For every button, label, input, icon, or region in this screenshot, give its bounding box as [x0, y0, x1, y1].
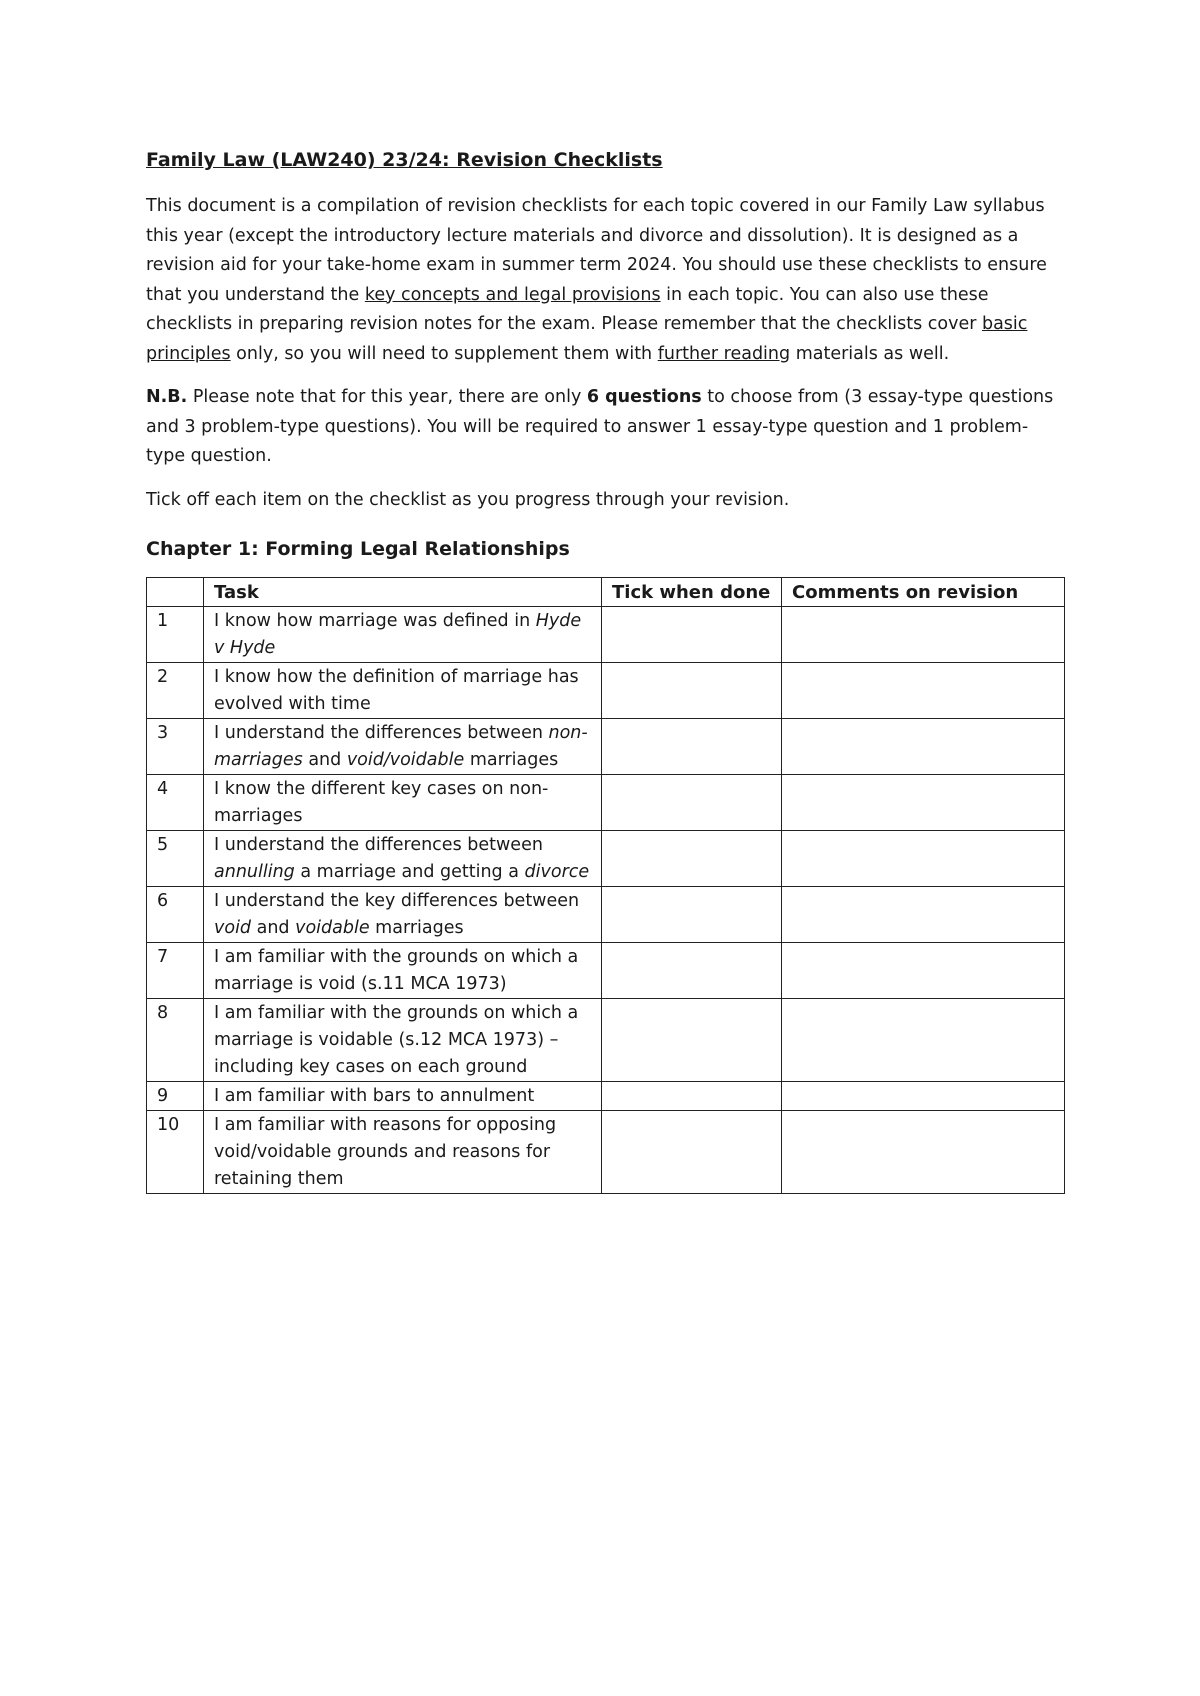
nb-text-1: Please note that for this year, there are only — [187, 387, 587, 407]
comments-cell[interactable] — [782, 1082, 1065, 1111]
row-task — [204, 719, 602, 775]
row-task — [204, 943, 602, 999]
tick-cell[interactable] — [602, 1111, 782, 1194]
header-num — [147, 578, 204, 607]
intro-text-1: This document is a compilation of revision checklists for each topic covered in our Family Law syllabus this year (except the introductory lecture materials and divorce and dissolution). It is designed as a revision aid for your take-home exam in summer term 2024. You should use these checklists to ensure that you understand the — [146, 196, 1047, 305]
comments-cell[interactable] — [782, 663, 1065, 719]
table-header-row — [147, 578, 1065, 607]
task-text: marriages — [464, 750, 559, 770]
comments-cell[interactable] — [782, 775, 1065, 831]
task-italic-text: Hyde v Hyde — [214, 611, 582, 658]
task-text: I understand the differences between — [214, 723, 549, 743]
header-task: Task — [204, 578, 602, 607]
document-title: Family Law (LAW240) 23/24: Revision Checklists — [146, 149, 663, 171]
task-text: I am familiar with the grounds on which a marriage is voidable (s.12 MCA 1973) – including key cases on each ground — [214, 1003, 579, 1077]
comments-cell[interactable] — [782, 719, 1065, 775]
task-text: I know how marriage was defined in — [214, 611, 536, 631]
task-italic-text: annulling — [214, 862, 295, 882]
comments-cell[interactable] — [782, 943, 1065, 999]
task-italic-text: void/voidable — [346, 750, 465, 770]
row-task — [204, 887, 602, 943]
intro-underline-3: further reading — [657, 343, 791, 364]
table-row — [147, 831, 1065, 887]
intro-text-4: materials as well. — [790, 343, 950, 364]
task-text: I understand the differences between — [214, 835, 543, 855]
comments-cell[interactable] — [782, 887, 1065, 943]
tick-cell[interactable] — [602, 999, 782, 1082]
intro-underline-2: basic principles — [146, 314, 1028, 364]
row-number: 3 — [147, 719, 204, 775]
row-task — [204, 1111, 602, 1194]
tick-cell[interactable] — [602, 1082, 782, 1111]
task-text: I am familiar with bars to annulment — [214, 1086, 535, 1106]
row-number: 10 — [147, 1111, 204, 1194]
task-italic-text: divorce — [524, 862, 590, 882]
task-italic-text: voidable — [295, 918, 370, 938]
table-row — [147, 775, 1065, 831]
row-task — [204, 831, 602, 887]
row-number: 8 — [147, 999, 204, 1082]
task-text: a marriage and getting a — [294, 862, 525, 882]
table-row — [147, 1082, 1065, 1111]
nb-text-2: to choose from (3 essay-type questions and 3 problem-type questions). You will be required to answer 1 essay-type question and 1 problem-type question. — [146, 387, 1054, 466]
tick-note: Tick off each item on the checklist as you progress through your revision. — [146, 489, 790, 510]
checklist-body — [147, 607, 1065, 1194]
document-page — [146, 146, 1066, 1194]
table-row — [147, 999, 1065, 1082]
row-task — [204, 999, 602, 1082]
intro-underline-1: key concepts and legal provisions — [364, 284, 661, 305]
task-text: I am familiar with reasons for opposing void/voidable grounds and reasons for retaining them — [214, 1115, 557, 1189]
chapter-heading: Chapter 1: Forming Legal Relationships — [146, 538, 570, 560]
tick-cell[interactable] — [602, 943, 782, 999]
row-task — [204, 607, 602, 663]
row-task — [204, 663, 602, 719]
comments-cell[interactable] — [782, 607, 1065, 663]
task-text: I know the different key cases on non-marriages — [214, 779, 549, 826]
table-row — [147, 1111, 1065, 1194]
nb-paragraph — [146, 383, 1066, 472]
task-text: I understand the key differences between — [214, 891, 580, 911]
row-number: 6 — [147, 887, 204, 943]
comments-cell[interactable] — [782, 999, 1065, 1082]
row-task — [204, 775, 602, 831]
comments-cell[interactable] — [782, 831, 1065, 887]
row-number: 2 — [147, 663, 204, 719]
tick-cell[interactable] — [602, 719, 782, 775]
tick-cell[interactable] — [602, 887, 782, 943]
tick-cell[interactable] — [602, 663, 782, 719]
intro-text-3: only, so you will need to supplement them with — [230, 343, 658, 364]
tick-cell[interactable] — [602, 775, 782, 831]
checklist-table — [146, 577, 1065, 1194]
tick-cell[interactable] — [602, 607, 782, 663]
row-task — [204, 1082, 602, 1111]
task-italic-text: non-marriages — [214, 723, 588, 770]
table-row — [147, 887, 1065, 943]
comments-cell[interactable] — [782, 1111, 1065, 1194]
nb-bold: 6 questions — [586, 387, 702, 407]
intro-paragraph — [146, 192, 1066, 369]
task-italic-text: void — [214, 918, 252, 938]
table-row — [147, 663, 1065, 719]
task-text: and — [302, 750, 347, 770]
tick-cell[interactable] — [602, 831, 782, 887]
row-number: 4 — [147, 775, 204, 831]
row-number: 1 — [147, 607, 204, 663]
task-text: I am familiar with the grounds on which a marriage is void (s.11 MCA 1973) — [214, 947, 579, 994]
row-number: 7 — [147, 943, 204, 999]
nb-label: N.B. — [146, 387, 188, 407]
task-text: I know how the definition of marriage has evolved with time — [214, 667, 579, 714]
header-tick: Tick when done — [602, 578, 782, 607]
task-text: and — [251, 918, 296, 938]
row-number: 9 — [147, 1082, 204, 1111]
table-row — [147, 607, 1065, 663]
task-text: marriages — [369, 918, 464, 938]
table-row — [147, 943, 1065, 999]
table-row — [147, 719, 1065, 775]
row-number: 5 — [147, 831, 204, 887]
header-comments: Comments on revision — [782, 578, 1065, 607]
intro-text-2: in each topic. You can also use these checklists in preparing revision notes for the exam. Please remember that the checklists cover — [146, 284, 989, 334]
